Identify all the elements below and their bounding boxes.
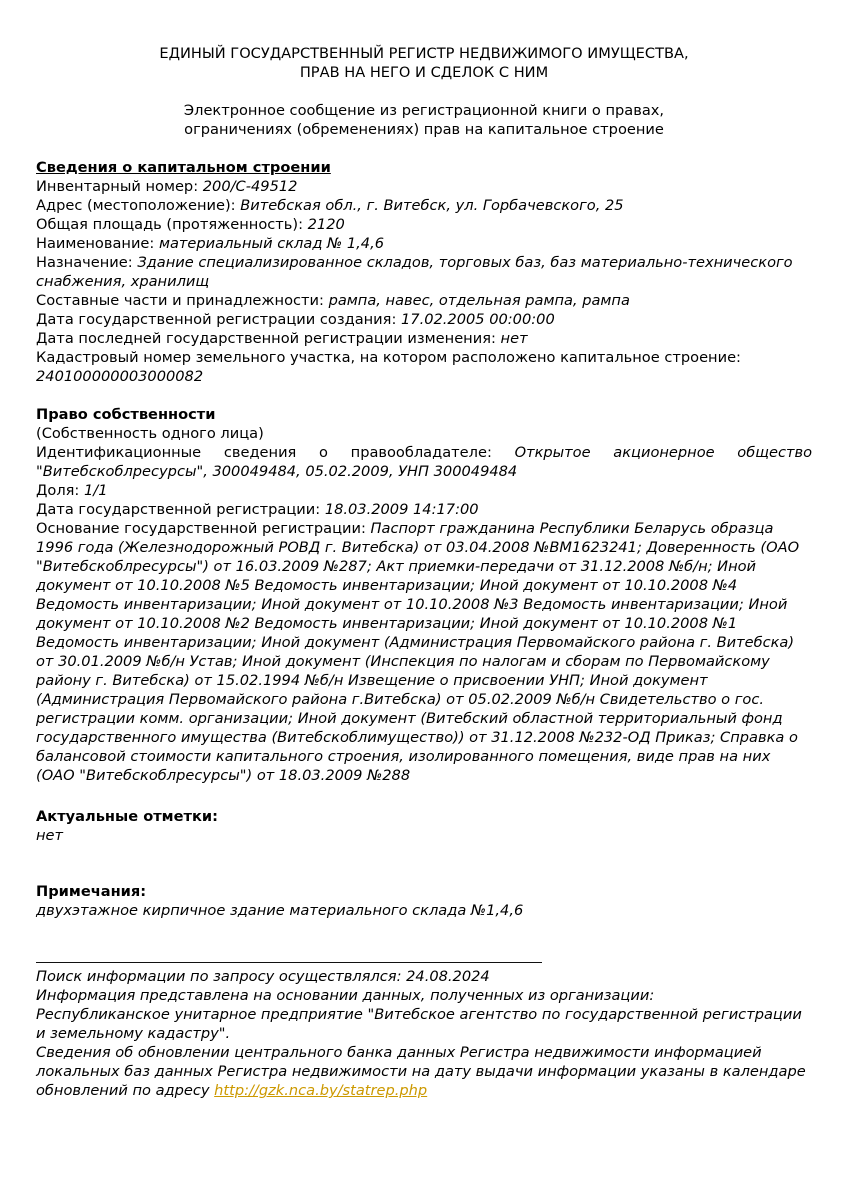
field-label: Кадастровый номер земельного участка, на котором расположено капитальное строение: bbox=[36, 349, 741, 366]
field-last-change-registration-date bbox=[36, 329, 812, 348]
section-building-info bbox=[36, 158, 812, 386]
field-label: Назначение: bbox=[36, 254, 133, 271]
field-label: Дата государственной регистрации создания: bbox=[36, 311, 397, 328]
field-value: рампа, навес, отдельная рампа, рампа bbox=[328, 292, 630, 309]
title-line-1: ЕДИНЫЙ ГОСУДАРСТВЕННЫЙ РЕГИСТР НЕДВИЖИМОГО ИМУЩЕСТВА, bbox=[159, 45, 689, 62]
field-value: Открытое акционерное общество "Витебскоблресурсы", 300049484, 05.02.2009, УНП 300049484 bbox=[36, 444, 813, 480]
subtitle-line-1: Электронное сообщение из регистрационной книги о правах, bbox=[183, 102, 665, 119]
field-creation-registration-date bbox=[36, 310, 812, 329]
field-value: 200/С-49512 bbox=[202, 178, 298, 195]
field-value: Витебская обл., г. Витебск, ул. Горбачевского, 25 bbox=[240, 197, 624, 214]
field-purpose bbox=[36, 253, 812, 291]
field-components bbox=[36, 291, 812, 310]
marks-value: нет bbox=[36, 827, 64, 844]
statrep-link[interactable]: http://gzk.nca.by/statrep.php bbox=[214, 1082, 428, 1099]
field-value: 18.03.2009 14:17:00 bbox=[324, 501, 479, 518]
field-registration-basis bbox=[36, 519, 812, 785]
field-label: Составные части и принадлежности: bbox=[36, 292, 324, 309]
field-value: 2120 bbox=[307, 216, 345, 233]
field-label: Дата последней государственной регистрации изменения: bbox=[36, 330, 496, 347]
footer-info-source: Информация представлена на основании данных, полученных из организации: bbox=[36, 987, 655, 1004]
field-name bbox=[36, 234, 812, 253]
field-label: Идентификационные сведения о правообладателе: bbox=[36, 444, 492, 461]
field-value: 17.02.2005 00:00:00 bbox=[401, 311, 555, 328]
section-ownership bbox=[36, 405, 812, 785]
section-current-marks bbox=[36, 807, 812, 845]
field-rightholder-identification bbox=[36, 443, 812, 481]
field-label: Наименование: bbox=[36, 235, 155, 252]
ownership-section-heading: Право собственности bbox=[36, 406, 216, 423]
field-value: 240100000003000082 bbox=[36, 368, 204, 385]
building-section-heading: Сведения о капитальном строении bbox=[36, 159, 331, 176]
field-cadastral-number bbox=[36, 348, 812, 386]
document-footer bbox=[36, 962, 812, 1100]
notes-section-heading: Примечания: bbox=[36, 883, 147, 900]
footer-update-text: Сведения об обновлении центрального банка данных Регистра недвижимости информацией локальных баз данных Регистра недвижимости на дату выдачи информации указаны в календаре обновлений по адресу bbox=[36, 1044, 806, 1099]
document-title bbox=[36, 44, 812, 82]
field-value: Здание специализированное складов, торговых баз, баз материально-технического снабжения, хранилищ bbox=[36, 254, 793, 290]
field-value: материальный склад № 1,4,6 bbox=[158, 235, 384, 252]
field-label: Основание государственной регистрации: bbox=[36, 520, 366, 537]
field-inventory-number bbox=[36, 177, 812, 196]
field-value: нет bbox=[500, 330, 528, 347]
field-label: Дата государственной регистрации: bbox=[36, 501, 321, 518]
field-value: 1/1 bbox=[84, 482, 108, 499]
document-header bbox=[36, 44, 812, 139]
footer-divider-line bbox=[36, 962, 542, 963]
section-notes bbox=[36, 882, 812, 920]
field-value: Паспорт гражданина Республики Беларусь образца 1996 года (Железнодорожный РОВД г. Витебска) от 03.04.2008 №ВМ1623241; Доверенность (ОАО "Витебскоблресурсы") от 16.03.2009 №287; Акт приемки-передачи от 31.12.2008 №б/н; Иной документ от 10.10.2008 №5 Ведомость инвентаризации; Иной документ от 10.10.2008 №4 Ведомость инвентаризации; Иной документ от 10.10.2008 №3 Ведомость инвентаризации; Иной документ от 10.10.2008 №2 Ведомость инвентаризации; Иной документ от 10.10.2008 №1 Ведомость инвентаризации; Иной документ (Администрация Первомайского района г. Витебска) от 30.01.2009 №б/н Устав; Иной документ (Инспекция по налогам и сборам по Первомайскому району г. Витебска) от 15.02.1994 №б/н Извещение о присвоении УНП; Иной документ (Администрация Первомайского района г.Витебска) от 05.02.2009 №б/н Свидетельство о гос. регистрации комм. организации; Иной документ (Витебский областной территориальный фонд государственного имущества (Витебскоблимущество)) от 31.12.2008 №232-ОД Приказ; Справка о балансовой стоимости капитального строения, изолированного помещения, виде прав на них (ОАО "Витебскоблресурсы") от 18.03.2009 №288 bbox=[36, 520, 800, 784]
document-subtitle bbox=[36, 101, 812, 139]
notes-value: двухэтажное кирпичное здание материального склада №1,4,6 bbox=[36, 902, 524, 919]
field-label: Доля: bbox=[36, 482, 80, 499]
field-total-area bbox=[36, 215, 812, 234]
field-label: Адрес (местоположение): bbox=[36, 197, 236, 214]
field-share bbox=[36, 481, 812, 500]
ownership-type: (Собственность одного лица) bbox=[36, 425, 264, 442]
footer-update-note bbox=[36, 1043, 812, 1100]
field-registration-date bbox=[36, 500, 812, 519]
field-address bbox=[36, 196, 812, 215]
field-label: Общая площадь (протяженность): bbox=[36, 216, 303, 233]
footer-search-date: Поиск информации по запросу осуществлялся: 24.08.2024 bbox=[36, 968, 490, 985]
title-line-2: ПРАВ НА НЕГО И СДЕЛОК С НИМ bbox=[299, 64, 549, 81]
marks-section-heading: Актуальные отметки: bbox=[36, 808, 218, 825]
subtitle-line-2: ограничениях (обременениях) прав на капитальное строение bbox=[184, 121, 664, 138]
field-label: Инвентарный номер: bbox=[36, 178, 199, 195]
footer-organization: Республиканское унитарное предприятие "Витебское агентство по государственной регистрации и земельному кадастру". bbox=[36, 1006, 802, 1042]
